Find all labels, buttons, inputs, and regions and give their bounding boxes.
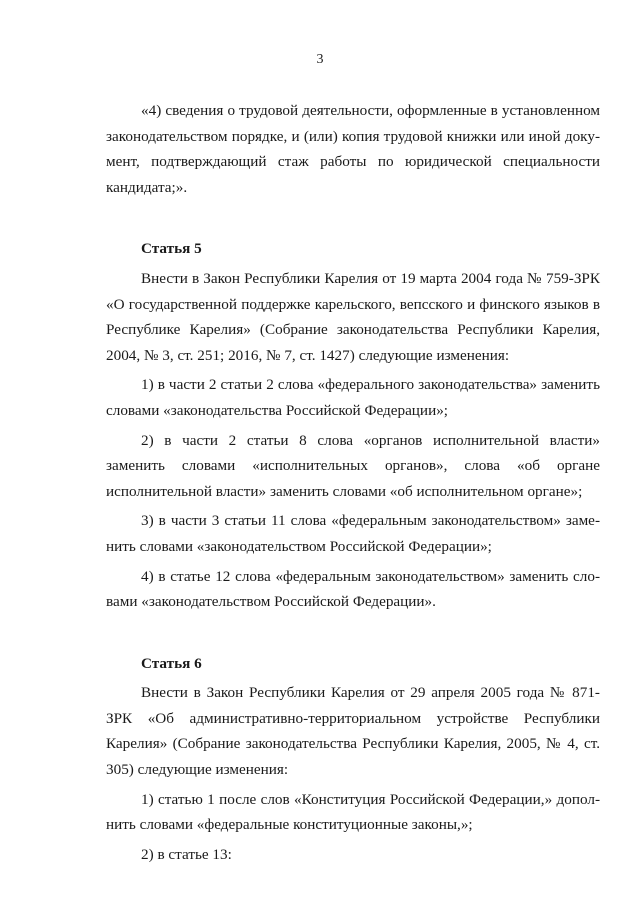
article-5-item-2: 2) в части 2 статьи 8 слова «органов исполнительной власти» заменить словами «исполнительных органов», слова «об органе исполнительной власти» заменить словами «об исполнительном органе»; xyxy=(106,431,600,500)
article-5-item-3: 3) в части 3 статьи 11 слова «федеральным законодательством» заменить словами «законодательством Российской Федерации»; xyxy=(106,512,600,555)
spacer xyxy=(106,200,600,236)
article-6-item-2: 2) в статье 13: xyxy=(141,845,232,863)
article-5-intro: Внести в Закон Республики Карелия от 19 марта 2004 года № 759-ЗРК «О государственной поддержке карельского, вепсского и финского языков в Республике Карелия» (Собрание законодательства Республики Карелия, 2004, № 3, ст. 251; 2016, № 7, ст. 1427) следующие изменения: xyxy=(106,269,600,364)
intro-item-paragraph: «4) сведения о трудовой деятельности, оформленные в установленном законодательством порядке, и (или) копия трудовой книжки или иной документ, подтверждающий стаж работы по юридической специальности кандидата;». xyxy=(106,102,600,196)
article-6-heading: Статья 6 xyxy=(141,654,202,672)
article-5-item-4: 4) в статье 12 слова «федеральным законодательством» заменить словами «законодательством Российской Федерации». xyxy=(106,567,600,611)
spacer xyxy=(106,615,600,651)
article-5-heading: Статья 5 xyxy=(141,240,202,258)
page-number: 3 xyxy=(316,52,324,67)
document-body xyxy=(106,98,600,867)
article-6-intro: Внести в Закон Республики Карелия от 29 апреля 2005 года № 871-ЗРК «Об административно-территориальном устройстве Республики Карелия» (Собрание законодательства Республики Карелия, 2005, № 4, ст. 305) следующие изменения: xyxy=(106,684,600,779)
article-5-item-1: 1) в части 2 статьи 2 слова «федерального законодательства» заменить словами «законодательства Российской Федерации»; xyxy=(106,376,600,419)
article-6-item-1: 1) статью 1 после слов «Конституция Российской Федерации,» дополнить словами «федеральные конституционные законы,»; xyxy=(106,790,600,834)
